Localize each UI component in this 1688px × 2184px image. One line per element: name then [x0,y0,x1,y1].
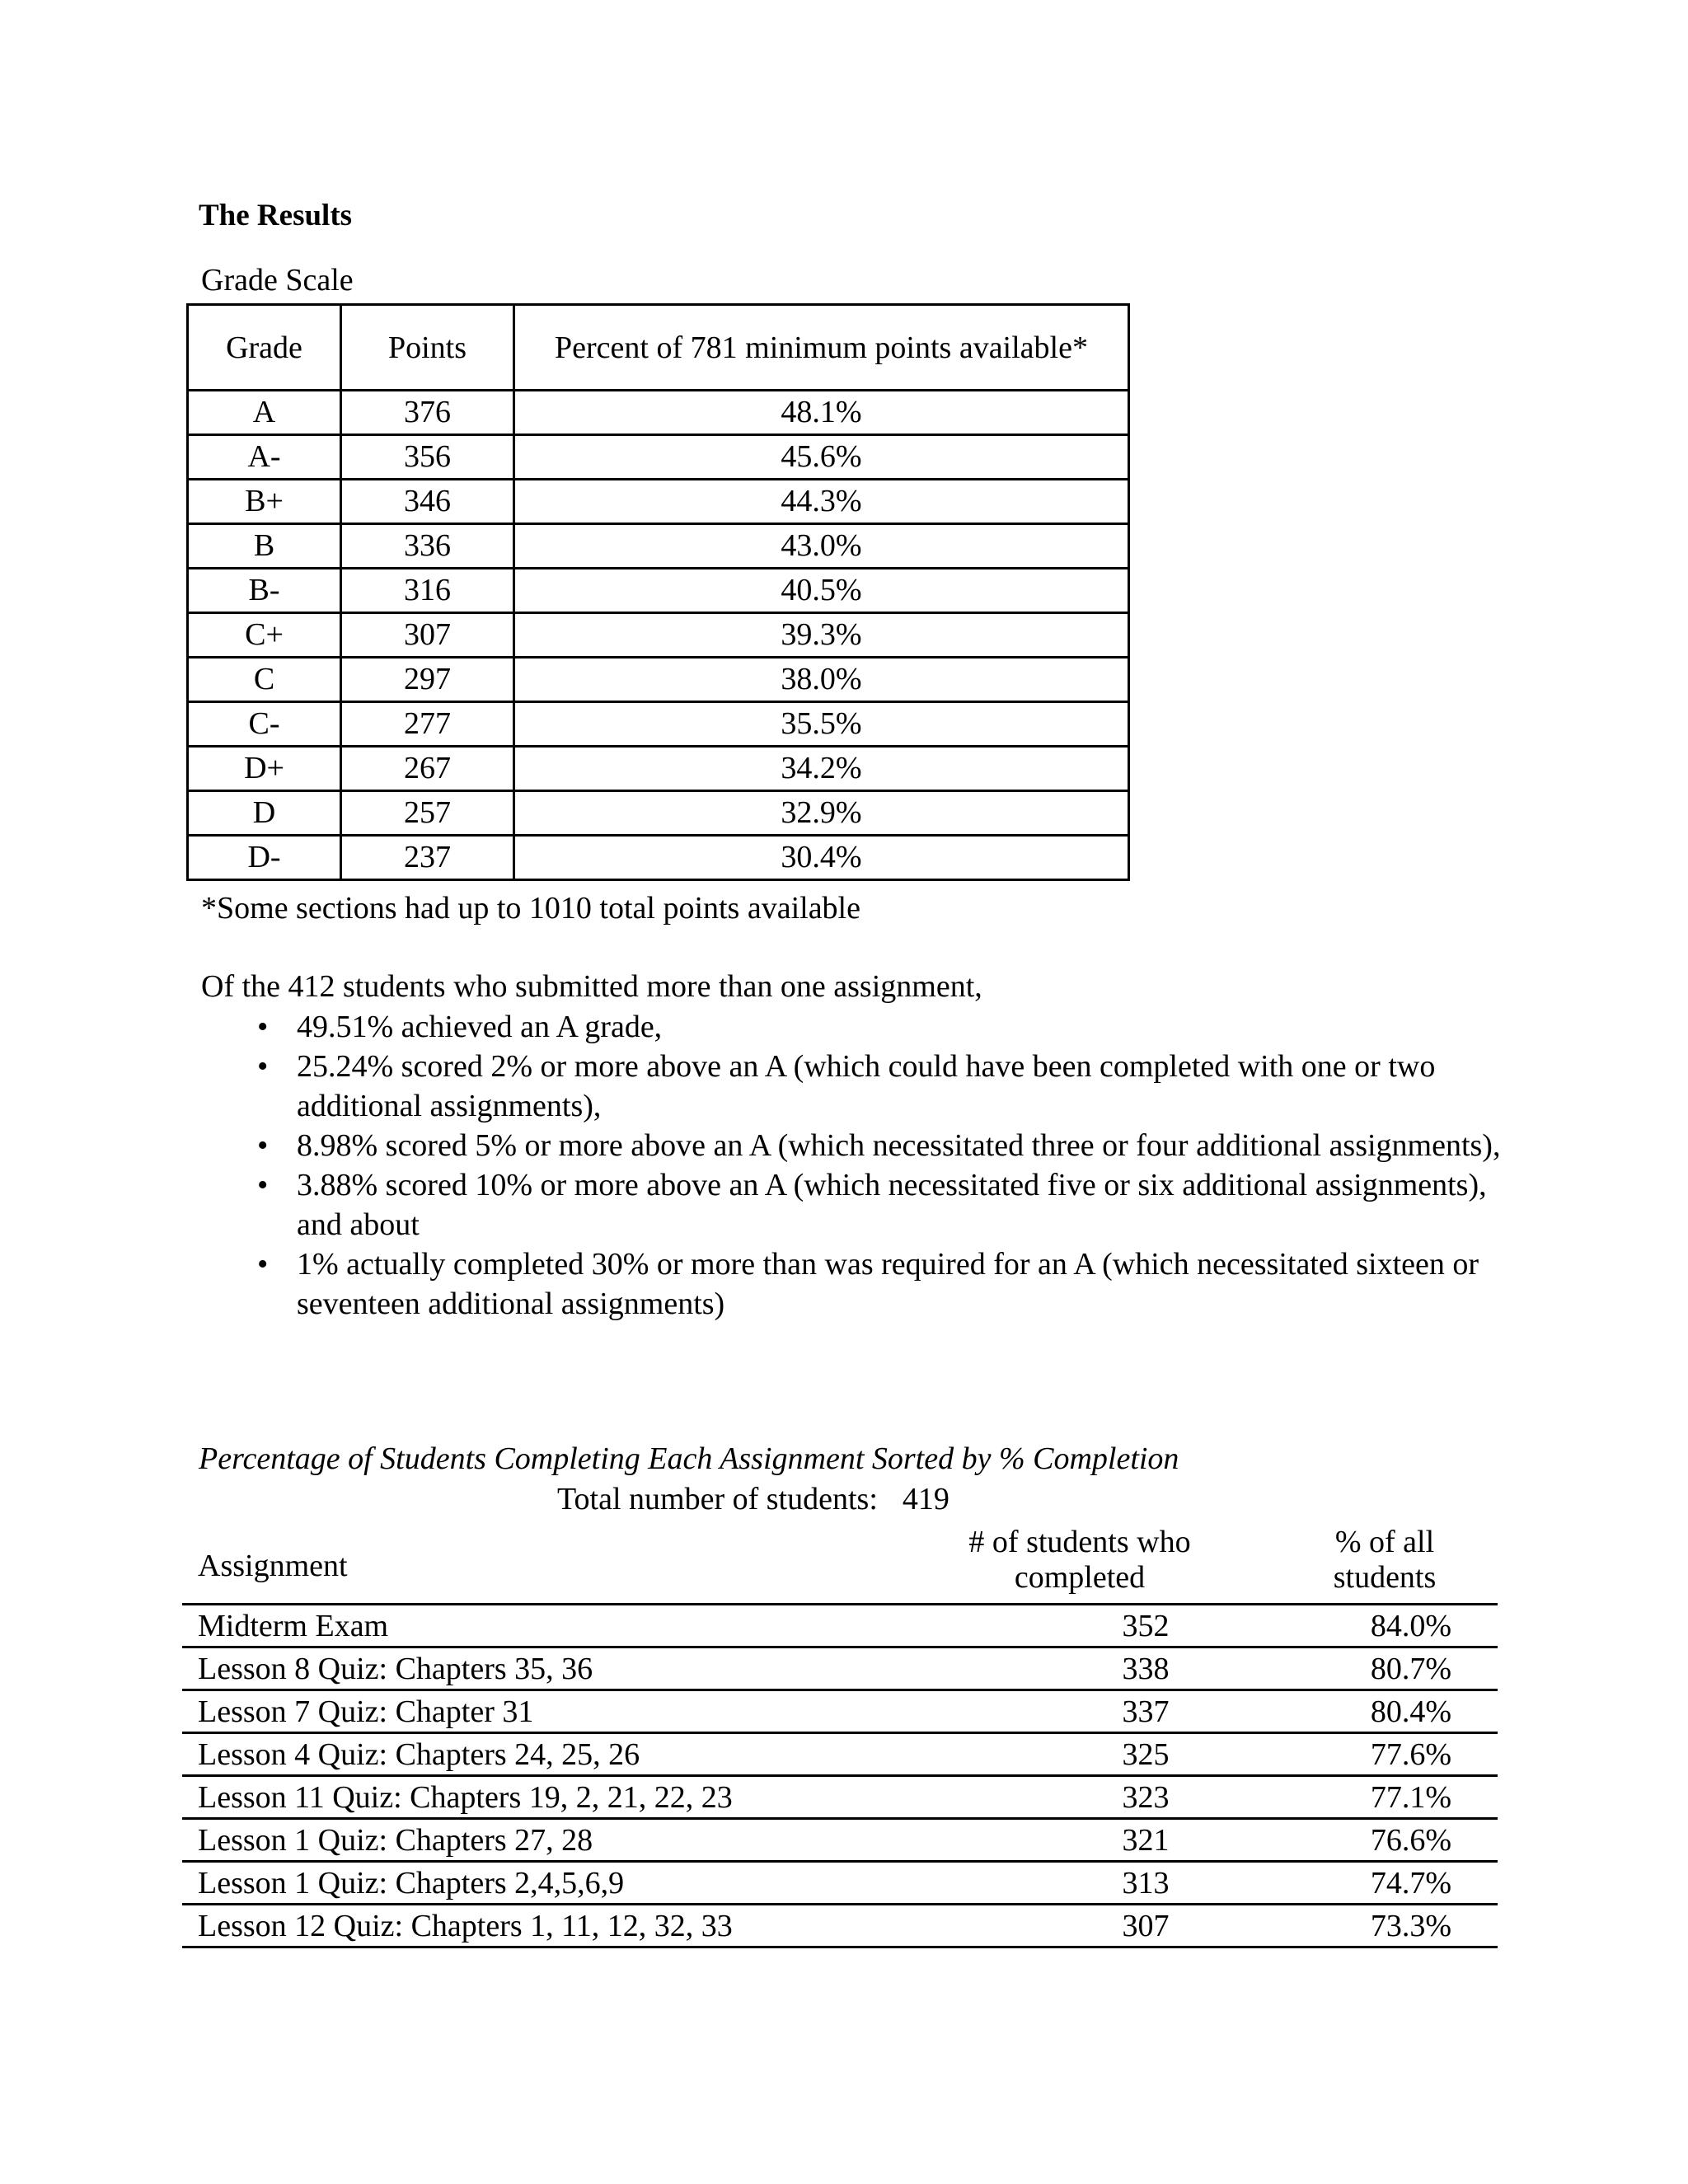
total-students [557,1481,950,1517]
completed-count: 337 [1122,1694,1170,1729]
grade-cell: B [188,524,341,569]
percent-cell: 30.4% [514,836,1129,880]
percent-cell: 39.3% [514,613,1129,658]
completion-percent: 80.7% [1370,1652,1451,1686]
percent-cell: 48.1% [514,391,1129,435]
completed-count: 313 [1122,1866,1170,1900]
completion-percent: 84.0% [1370,1609,1451,1643]
percent-cell: 32.9% [514,791,1129,836]
points-cell: 277 [341,702,514,747]
completion-percent: 77.6% [1370,1737,1451,1772]
assignment-row [182,1860,1498,1903]
points-cell: 257 [341,791,514,836]
grade-row [188,391,1129,435]
bullet-marker: • [257,1010,269,1044]
results-intro: Of the 412 students who submitted more than one assignment, [201,969,982,1004]
grade-footnote: *Some sections had up to 1010 total points available [201,891,860,926]
points-cell: 237 [341,836,514,880]
percent-cell: 44.3% [514,480,1129,524]
completion-percent: 74.7% [1370,1866,1451,1900]
points-cell: 356 [341,435,514,480]
bullet-marker: • [257,1128,269,1163]
grade-cell: A [188,391,341,435]
grade-row [188,524,1129,569]
grade-cell: B+ [188,480,341,524]
completed-count: 352 [1122,1609,1170,1643]
result-bullet-item [257,1047,1517,1126]
bullet-text: 25.24% scored 2% or more above an A (which could have been completed with one or two additional assignments), [297,1049,1436,1123]
grade-row [188,480,1129,524]
completion-table [182,1603,1498,1948]
grade-cell: C [188,658,341,702]
grade-row [188,658,1129,702]
percent-cell: 43.0% [514,524,1129,569]
completed-count: 338 [1122,1652,1170,1686]
grade-cell: B- [188,569,341,613]
points-cell: 346 [341,480,514,524]
points-cell: 376 [341,391,514,435]
total-students-value: 419 [902,1482,950,1516]
points-cell: 316 [341,569,514,613]
points-cell: 297 [341,658,514,702]
assignment-name: Lesson 7 Quiz: Chapter 31 [198,1694,534,1729]
result-bullet-item [257,1126,1517,1165]
completion-table-title: Percentage of Students Completing Each Assignment Sorted by % Completion [199,1441,1179,1476]
assignment-name: Lesson 1 Quiz: Chapters 2,4,5,6,9 [198,1866,625,1900]
bullet-marker: • [257,1049,269,1084]
grade-column-header: Grade [188,305,341,391]
grade-cell: C- [188,702,341,747]
assignment-name: Midterm Exam [198,1609,389,1643]
grade-row [188,435,1129,480]
grade-row [188,791,1129,836]
points-column-header: Points [341,305,514,391]
points-cell: 336 [341,524,514,569]
assignment-name: Lesson 8 Quiz: Chapters 35, 36 [198,1652,593,1686]
bullet-marker: • [257,1168,269,1202]
bullet-text: 3.88% scored 10% or more above an A (which necessitated five or six additional assignments), and about [297,1168,1487,1242]
completion-percent: 76.6% [1370,1823,1451,1858]
percent-cell: 40.5% [514,569,1129,613]
grade-row [188,747,1129,791]
assignment-name: Lesson 12 Quiz: Chapters 1, 11, 12, 32, 33 [198,1909,733,1943]
results-bullet-list [247,1007,1517,1324]
completed-column-header: # of students who completed [968,1525,1191,1595]
bullet-marker: • [257,1247,269,1282]
assignment-row [182,1732,1498,1774]
percent-cell: 34.2% [514,747,1129,791]
percent-cell: 45.6% [514,435,1129,480]
grade-row [188,836,1129,880]
grade-cell: D [188,791,341,836]
assignment-column-header: Assignment [198,1549,348,1583]
percent-cell: 38.0% [514,658,1129,702]
assignment-name: Lesson 1 Quiz: Chapters 27, 28 [198,1823,593,1858]
grade-row [188,702,1129,747]
grade-cell: D- [188,836,341,880]
grade-row [188,569,1129,613]
completion-percent: 73.3% [1370,1909,1451,1943]
assignment-row [182,1689,1498,1732]
assignment-row [182,1603,1498,1646]
grade-cell: D+ [188,747,341,791]
assignment-row [182,1817,1498,1860]
completed-count: 325 [1122,1737,1170,1772]
total-students-label: Total number of students: [557,1482,878,1516]
assignment-name: Lesson 11 Quiz: Chapters 19, 2, 21, 22, 23 [198,1780,733,1815]
percent-cell: 35.5% [514,702,1129,747]
result-bullet-item [257,1244,1517,1324]
assignment-row [182,1774,1498,1817]
result-bullet-item [257,1165,1517,1244]
grade-scale-table [186,303,1130,881]
bullet-text: 8.98% scored 5% or more above an A (which necessitated three or four additional assignments), [297,1128,1501,1163]
grade-cell: C+ [188,613,341,658]
percent-column-header: Percent of 781 minimum points available* [514,305,1129,391]
assignment-name: Lesson 4 Quiz: Chapters 24, 25, 26 [198,1737,640,1772]
bullet-text: 49.51% achieved an A grade, [297,1010,663,1044]
grade-table-body [188,391,1129,880]
grade-cell: A- [188,435,341,480]
bullet-text: 1% actually completed 30% or more than was required for an A (which necessitated sixteen or seventeen additional assignments) [297,1247,1479,1321]
result-bullet-item [257,1007,1517,1047]
completed-count: 307 [1122,1909,1170,1943]
points-cell: 267 [341,747,514,791]
completed-count: 323 [1122,1780,1170,1815]
section-heading: The Results [199,199,353,232]
points-cell: 307 [341,613,514,658]
grade-row [188,613,1129,658]
completion-percent: 80.4% [1370,1694,1451,1729]
percent-all-column-header: % of all students [1333,1525,1437,1595]
completed-count: 321 [1122,1823,1170,1858]
completion-percent: 77.1% [1370,1780,1451,1815]
grade-scale-caption: Grade Scale [201,263,354,298]
assignment-row [182,1903,1498,1948]
grade-table-header-row [188,305,1129,391]
assignment-row [182,1646,1498,1689]
